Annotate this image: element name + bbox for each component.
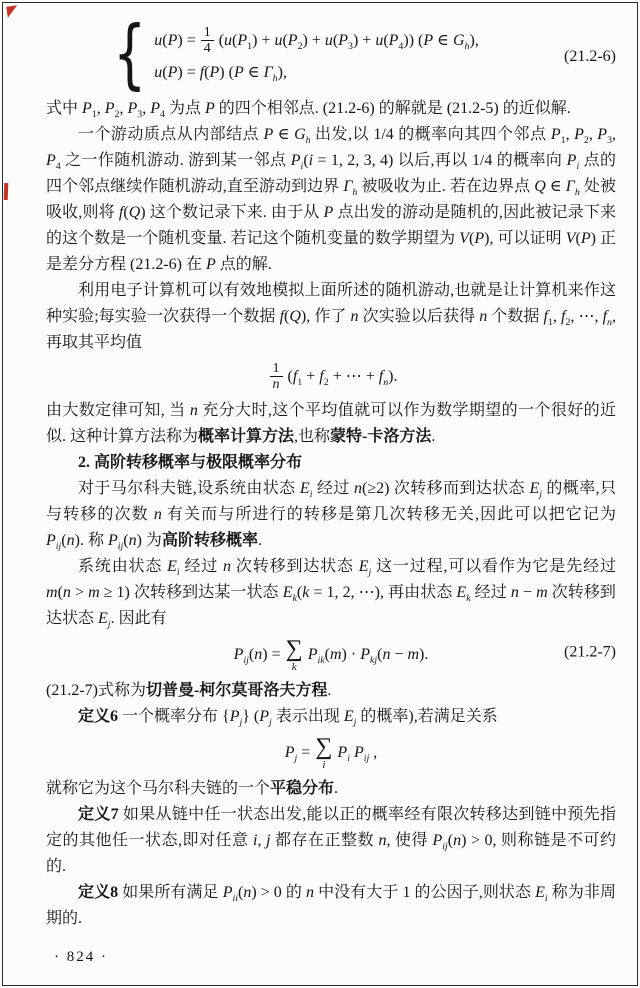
paragraph-transition-process: 系统由状态 $E_i$ 经过 n 次转移到达状态 $E_j$ 这一过程,可以看作为它是先经过 m(n > m ≥ 1) 次转移到达某一状态 $E_k(k = 1$, 2, ⋯), 再由状态 $E_k$ 经过 n − m 次转移到达状态 $E_j$. 因此有: [46, 558, 616, 631]
section-heading-2: 2. 高阶转移概率与极限概率分布: [78, 454, 303, 471]
red-pen-mark-margin: [4, 183, 9, 200]
fraction-one-over-n: $\frac{1}{n}$: [270, 361, 283, 393]
sigma-icon: ∑: [285, 636, 303, 662]
equation-stationary-distribution: $P_j$ = ∑ i $P_i$ $P_{ij}$ ,: [284, 734, 378, 771]
definition-6-conclusion: 就称它为这个马尔科夫链的一个平稳分布.: [46, 780, 339, 797]
paragraph-computer-simulation: 利用电子计算机可以有效地模拟上面所述的随机游动,也就是让计算机来作这种实验;每实验一次获得一个数据 f(Q), 作了 n 次实验以后获得 n 个数据 $f_1$, $f_2$, ⋯, $f_n$, 再取其平均值: [46, 282, 616, 351]
system-brace: {: [113, 11, 147, 99]
equation-21-2-6-line1: u(P) = $\frac{1}{4}$ $(u(P_1) + u(P_2) + u(P_3) + u(P_4))$ (P ∈ $G_h$),: [154, 24, 479, 56]
red-pen-mark-corner: [6, 5, 18, 17]
equation-number-21-2-7: (21.2-7): [564, 643, 616, 661]
page-content: [46, 11, 617, 932]
definition-7: 定义7 如果从链中任一状态出发,能以正的概率经有限次转移达到链中预先指定的其他任一状态,即对任意 i, j 都存在正整数 n, 使得 $P_{ij}(n) > 0$, 则称链是不可约的.: [46, 806, 616, 875]
equation-21-2-6: [46, 11, 616, 99]
summation-over-k: ∑ k: [285, 636, 303, 673]
definition-6: 定义6 一个概率分布 $\{P_j\}$ ($P_j$ 表示出现 $E_j$ 的概率),若满足关系: [78, 708, 498, 729]
equation-21-2-7: $P_{ij}(n)$ = ∑ k $P_{ik}(m) \cdot P_{kj}(n - m)$. (21.2-7): [233, 636, 616, 673]
paragraph-neighbor-points: 式中 $P_1$, $P_2$, $P_3$, $P_4$ 为点 P 的四个相邻点. (21.2-6) 的解就是 (21.2-5) 的近似解.: [46, 100, 571, 121]
equation-21-2-6-line2: u(P) = f(P) (P ∈ $\Gamma_h$),: [154, 63, 287, 84]
fraction-one-fourth: $\frac{1}{4}$: [201, 25, 214, 57]
summation-over-i: ∑ i: [315, 734, 333, 771]
equation-number-21-2-6: (21.2-6): [564, 48, 616, 66]
definition-8: 定义8 如果所有满足 $P_{ii}(n) > 0$ 的 n 中没有大于 1 的公因子,则状态 $E_i$ 称为非周期的.: [46, 884, 616, 927]
page-number: · 824 ·: [54, 949, 108, 965]
paragraph-random-walk: 一个游动质点从内部结点 P ∈ $G_h$ 出发,以 1/4 的概率向其四个邻点 $P_1$, $P_2$, $P_3$, $P_4$ 之一作随机游动. 游到某一邻点 $P_i(i = 1$, 2, 3, 4) 以后,再以 1/4 的概率向 $P_i$ 点的四个邻点继续作随机游动,直至游动到边界 $\Gamma_h$ 被吸收为止. 若在边界点 Q ∈ $\Gamma_h$ 处被吸收,则将 f(Q) 这个数记录下来. 由于从 P 点出发的游动是随机的,因此被记录下来的这个数是一个随机变量. 若记这个随机变量的数学期望为 V(P), 可以证明 V(P) 正是差分方程 (21.2-6) 在 P 点的解.: [46, 126, 617, 273]
sigma-icon: ∑: [315, 734, 333, 760]
paragraph-markov-chain: 对于马尔科夫链,设系统由状态 $E_i$ 经过 n(≥2) 次转移而到达状态 $E_j$ 的概率,只与转移的次数 n 有关而与所进行的转移是第几次转移无关,因此可以把它记为 $P_{ij}(n)$. 称 $P_{ij}(n)$ 为高阶转移概率.: [46, 480, 616, 553]
paragraph-chapman-kolmogorov: (21.2-7)式称为切普曼-柯尔莫哥洛夫方程.: [46, 682, 332, 699]
paragraph-law-of-large-numbers: 由大数定律可知, 当 n 充分大时,这个平均值就可以作为数学期望的一个很好的近似. 这种计算方法称为概率计算方法,也称蒙特-卡洛方法.: [46, 402, 616, 445]
equation-average: $\frac{1}{n}$ ($f_1 + f_2$ + ⋯ + $f_n$).: [46, 361, 616, 393]
